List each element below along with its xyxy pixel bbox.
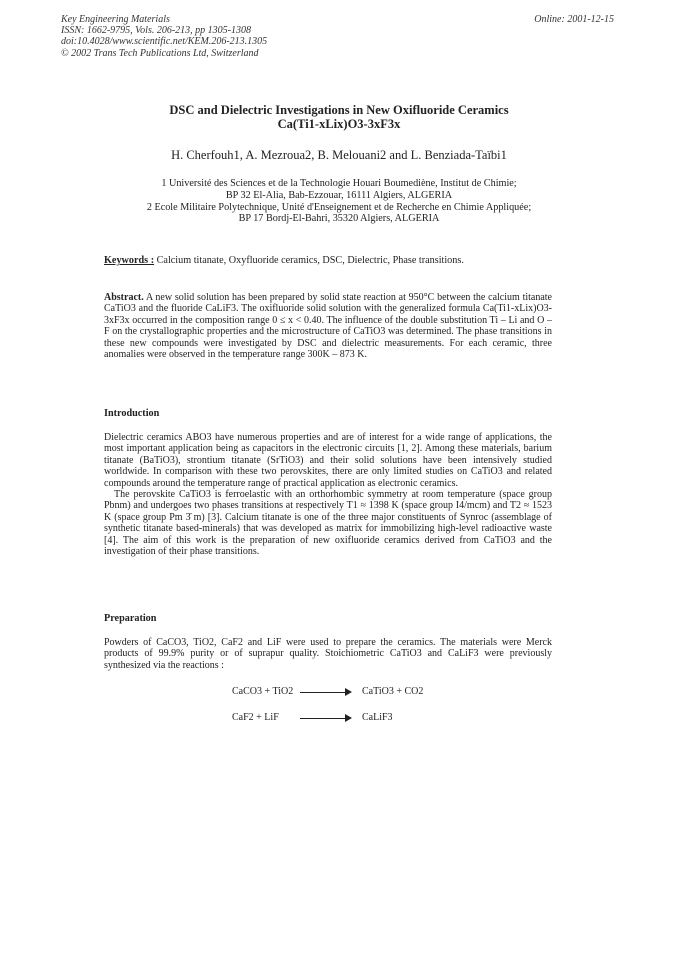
affiliation-line: 2 Ecole Militaire Polytechnique, Unité d'Enseignement et de Recherche en Chimie Appliquée; xyxy=(146,201,532,213)
journal-header xyxy=(61,14,267,59)
affiliations xyxy=(0,178,678,225)
abstract-text: A new solid solution has been prepared by solid state reaction at 950°C between the calcium titanate CaTiO3 and the fluoride CaLiF3. The oxifluoride solid solution with the generalized formula Ca(Ti1-xLix)O3-3xF3x occurred in the composition range 0 ≤ x < 0.40. The influence of the double substitution Ti – Li and O – F on the crystallographic properties and the microstructure of CaTiO3 was determined. The phase transitions in these new compounds were investigated by DSC and dielectric measurements. For each ceramic, three anomalies were observed in the temperature range 300K – 873 K. xyxy=(104,292,552,361)
reaction-products: CaTiO3 + CO2 xyxy=(362,686,424,697)
reaction-equation xyxy=(232,686,423,697)
copyright-line: © 2002 Trans Tech Publications Ltd, Switzerland xyxy=(61,47,259,59)
reaction-arrow-icon xyxy=(300,713,352,723)
abstract-section xyxy=(104,292,552,360)
introduction-paragraph-2: The perovskite CaTiO3 is ferroelastic with an orthorhombic symmetry at room temperature (space group Pbnm) and undergoes two phases transitions at respectively T1 ≈ 1398 K (space group I4/mcm) and T2 ≈ 1523 K (space group Pm 3̄ m) [3]. Calcium titanate is one of the three major constituents of Synroc (assemblage of synthetic titanate based-minerals) that was developed as matrix for immobilizing high-level radioactive waste [4]. The aim of this work is the preparation of new oxifluoride ceramics derived from CaTiO3 and the investigation of their phase transitions. xyxy=(104,489,552,558)
author-list: H. Cherfouh1, A. Mezroua2, B. Melouani2 and L. Benziada-Taïbi1 xyxy=(171,148,507,162)
journal-name: Key Engineering Materials xyxy=(61,14,170,25)
affiliation-line: 1 Université des Sciences et de la Technologie Houari Boumediène, Institut de Chimie; xyxy=(161,178,517,189)
online-date: Online: 2001-12-15 xyxy=(534,14,614,25)
abstract-label: Abstract. xyxy=(104,292,144,303)
affiliation-line: BP 32 El-Alia, Bab-Ezzouar, 16111 Algiers, ALGERIA xyxy=(225,189,453,201)
reaction-products: CaLiF3 xyxy=(362,712,393,723)
title-line-2: Ca(Ti1-xLix)O3-3xF3x xyxy=(277,117,401,131)
preparation-heading: Preparation xyxy=(104,613,157,624)
keywords-label: Keywords : xyxy=(104,255,155,266)
reaction-arrow-icon xyxy=(300,687,352,697)
preparation-body xyxy=(104,637,552,671)
reaction-reactants: CaF2 + LiF xyxy=(232,712,279,723)
introduction-paragraph-1: Dielectric ceramics ABO3 have numerous properties and are of interest for a wide range of applications, the most important application being as capacitors in the electronic circuits [1, 2]. Among these materials, barium titanate (BaTiO3), strontium titanate (SrTiO3) and their solid solutions have been intensively studied worldwide. In comparison with these two perovskites, there are only limited studies on CaTiO3 and related compounds around the temperature range of practical application as electronic ceramics. xyxy=(104,432,552,489)
issn-line: ISSN: 1662-9795, Vols. 206-213, pp 1305-1308 xyxy=(61,25,251,37)
preparation-paragraph-1: Powders of CaCO3, TiO2, CaF2 and LiF were used to prepare the ceramics. The materials were Merck products of 99.9% purity or of suprapur quality. Stoichiometric CaTiO3 and CaLiF3 were previously synthesized via the reactions : xyxy=(104,637,552,671)
introduction-body xyxy=(104,432,552,557)
keywords-text: Calcium titanate, Oxyfluoride ceramics, DSC, Dielectric, Phase transitions. xyxy=(156,255,464,266)
doi-line: doi:10.4028/www.scientific.net/KEM.206-213.1305 xyxy=(61,36,268,48)
introduction-heading: Introduction xyxy=(104,408,160,419)
affiliation-line: BP 17 Bordj-El-Bahri, 35320 Algiers, ALGERIA xyxy=(238,213,440,225)
title-line-1: DSC and Dielectric Investigations in New Oxifluoride Ceramics xyxy=(169,103,509,117)
reaction-reactants: CaCO3 + TiO2 xyxy=(232,686,294,697)
reaction-equation xyxy=(232,712,393,723)
paper-title xyxy=(0,103,678,131)
keywords xyxy=(104,255,464,266)
